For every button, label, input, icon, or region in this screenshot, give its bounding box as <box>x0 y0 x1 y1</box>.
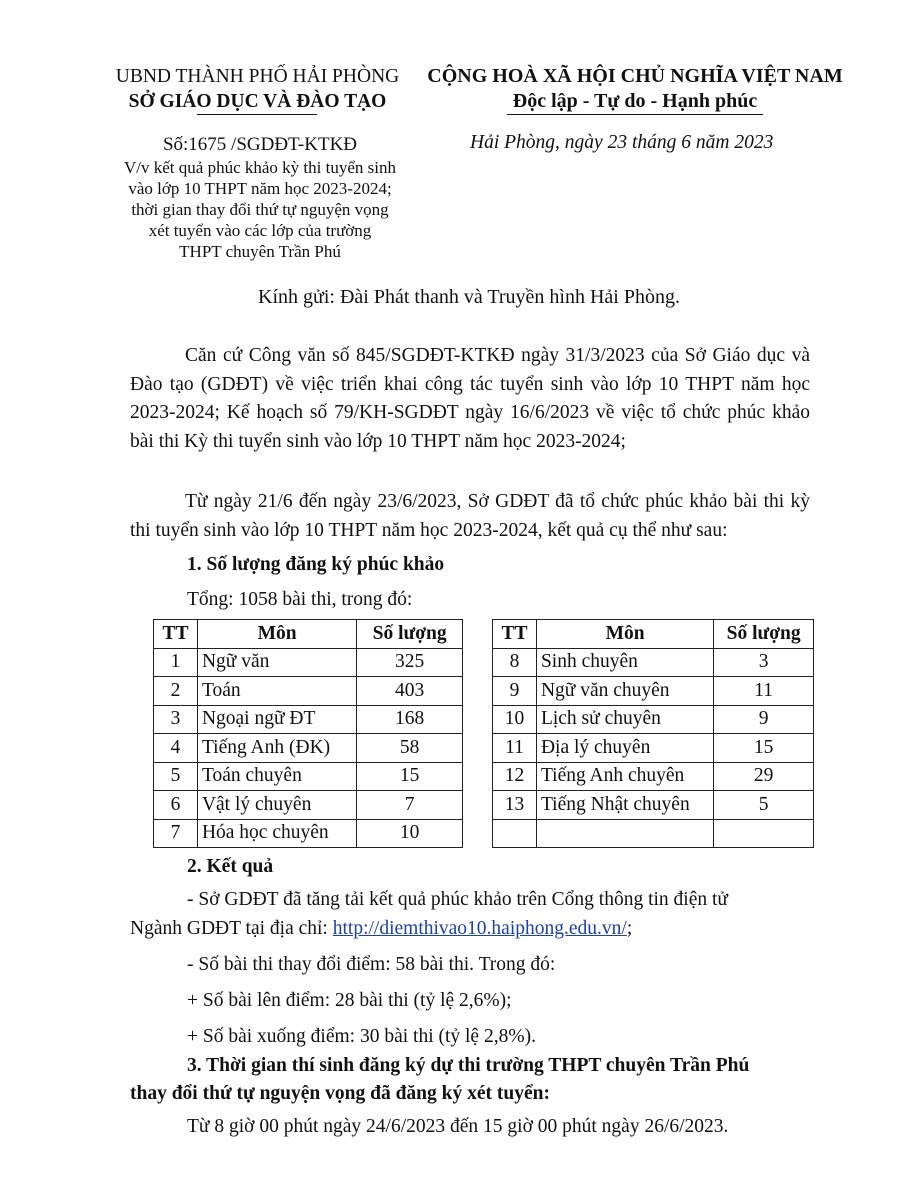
cell-mon: Toán chuyên <box>197 762 356 791</box>
cell-sl: 3 <box>714 648 814 677</box>
subject-line-3: thời gian thay đổi thứ tự nguyện vọng <box>131 200 389 219</box>
paragraph-2-text: Từ ngày 21/6 đến ngày 23/6/2023, Sở GDĐT đã tổ chức phúc khảo bài thi kỳ thi tuyển sinh vào lớp 10 THPT năm học 2023-2024, kết quả cụ thể như sau: <box>130 491 810 541</box>
table-header-row <box>493 620 814 649</box>
subject-line-5: THPT chuyên Trần Phú <box>179 242 341 261</box>
cell-mon: Địa lý chuyên <box>536 734 713 763</box>
cell-sl: 7 <box>357 791 463 820</box>
section-3-heading-line-1: 3. Thời gian thí sinh đăng ký dự thi trường THPT chuyên Trần Phú <box>187 1055 750 1076</box>
cell-tt: 13 <box>493 791 537 820</box>
subjects-table-right <box>492 619 814 848</box>
col-header-mon: Môn <box>197 620 356 649</box>
table-row <box>154 734 463 763</box>
section-3-text: Từ 8 giờ 00 phút ngày 24/6/2023 đến 15 giờ 00 phút ngày 26/6/2023. <box>187 1116 729 1137</box>
cell-sl: 5 <box>714 791 814 820</box>
cell-tt: 2 <box>154 677 198 706</box>
result-line-5: + Số bài xuống điểm: 30 bài thi (tỷ lệ 2,8%). <box>187 1026 536 1047</box>
col-header-so-luong: Số lượng <box>714 620 814 649</box>
org-underline <box>197 114 317 115</box>
cell-mon: Toán <box>197 677 356 706</box>
cell-tt: 4 <box>154 734 198 763</box>
subjects-table-left <box>153 619 463 848</box>
table-row <box>493 734 814 763</box>
subject-line-2: vào lớp 10 THPT năm học 2023-2024; <box>128 179 392 198</box>
cell-mon: Tiếng Anh chuyên <box>536 762 713 791</box>
cell-sl: 325 <box>357 648 463 677</box>
table-row <box>154 819 463 848</box>
table-row <box>154 705 463 734</box>
cell-tt: 9 <box>493 677 537 706</box>
section-1-heading: 1. Số lượng đăng ký phúc khảo <box>187 554 445 575</box>
cell-sl: 9 <box>714 705 814 734</box>
cell-sl: 15 <box>714 734 814 763</box>
issuing-authority <box>95 64 420 114</box>
table-row <box>493 762 814 791</box>
col-header-so-luong: Số lượng <box>357 620 463 649</box>
nation-line-2: Độc lập - Tự do - Hạnh phúc <box>512 90 758 112</box>
subject-line-4: xét tuyển vào các lớp của trường <box>148 221 372 240</box>
results-portal-link[interactable]: http://diemthivao10.haiphong.edu.vn/ <box>332 918 627 939</box>
cell-sl: 11 <box>714 677 814 706</box>
col-header-mon: Môn <box>536 620 713 649</box>
col-header-tt: TT <box>154 620 198 649</box>
table-row <box>493 705 814 734</box>
nation-line-1: CỘNG HOÀ XÃ HỘI CHỦ NGHĨA VIỆT NAM <box>427 65 843 87</box>
result-line-2 <box>130 915 632 943</box>
org-line-1: UBND THÀNH PHỐ HẢI PHÒNG <box>115 66 400 87</box>
result-line-3: - Số bài thi thay đổi điểm: 58 bài thi. Trong đó: <box>187 954 556 975</box>
cell-mon: Ngữ văn chuyên <box>536 677 713 706</box>
table-row <box>493 677 814 706</box>
table-row <box>493 648 814 677</box>
date-line: Hải Phòng, ngày 23 tháng 6 năm 2023 <box>470 132 774 153</box>
section-1-total: Tổng: 1058 bài thi, trong đó: <box>187 589 413 610</box>
cell-sl: 58 <box>357 734 463 763</box>
table-row <box>154 791 463 820</box>
cell-sl: 10 <box>357 819 463 848</box>
result-line-1: - Sở GDĐT đã tăng tải kết quả phúc khảo trên Cổng thông tin điện tử <box>187 889 728 910</box>
cell-sl <box>714 819 814 848</box>
cell-mon: Ngoại ngữ ĐT <box>197 705 356 734</box>
cell-mon: Ngữ văn <box>197 648 356 677</box>
cell-mon: Tiếng Anh (ĐK) <box>197 734 356 763</box>
col-header-tt: TT <box>493 620 537 649</box>
table-row <box>493 791 814 820</box>
cell-mon: Vật lý chuyên <box>197 791 356 820</box>
result-line-2-suffix: ; <box>626 918 633 939</box>
cell-mon: Tiếng Nhật chuyên <box>536 791 713 820</box>
cell-sl: 15 <box>357 762 463 791</box>
subject-line-1: V/v kết quả phúc khảo kỳ thi tuyển sinh <box>124 158 396 177</box>
cell-tt: 1 <box>154 648 198 677</box>
result-line-2-prefix: Ngành GDĐT tại địa chỉ: <box>130 918 333 939</box>
cell-sl: 29 <box>714 762 814 791</box>
paragraph-1-text: Căn cứ Công văn số 845/SGDĐT-KTKĐ ngày 31/3/2023 của Sở Giáo dục và Đào tạo (GDĐT) về việc triển khai công tác tuyển sinh vào lớp 10 THPT năm học 2023-2024; Kế hoạch số 79/KH-SGDĐT ngày 16/6/2023 về việc tổ chức phúc khảo bài thi Kỳ thi tuyển sinh vào lớp 10 THPT năm học 2023-2024; <box>130 345 810 452</box>
document-reference <box>100 132 420 262</box>
org-line-2: SỞ GIÁO DỤC VÀ ĐÀO TẠO <box>128 91 387 112</box>
national-motto <box>425 64 845 114</box>
cell-tt: 11 <box>493 734 537 763</box>
result-line-4: + Số bài lên điểm: 28 bài thi (tỷ lệ 2,6%); <box>187 990 512 1011</box>
section-2-heading: 2. Kết quả <box>187 856 274 877</box>
cell-tt: 6 <box>154 791 198 820</box>
cell-mon: Sinh chuyên <box>536 648 713 677</box>
paragraph-2 <box>130 488 810 545</box>
document-number: Số:1675 /SGDĐT-KTKĐ <box>162 134 358 155</box>
cell-mon <box>536 819 713 848</box>
table-row-empty <box>493 819 814 848</box>
cell-mon: Lịch sử chuyên <box>536 705 713 734</box>
table-row <box>154 648 463 677</box>
cell-tt: 5 <box>154 762 198 791</box>
table-header-row <box>154 620 463 649</box>
cell-tt: 7 <box>154 819 198 848</box>
cell-tt: 10 <box>493 705 537 734</box>
cell-tt: 3 <box>154 705 198 734</box>
cell-sl: 168 <box>357 705 463 734</box>
cell-sl: 403 <box>357 677 463 706</box>
cell-tt <box>493 819 537 848</box>
cell-mon: Hóa học chuyên <box>197 819 356 848</box>
cell-tt: 8 <box>493 648 537 677</box>
cell-tt: 12 <box>493 762 537 791</box>
section-3-heading-line-2: thay đổi thứ tự nguyện vọng đã đăng ký xét tuyển: <box>130 1083 550 1104</box>
recipient: Kính gửi: Đài Phát thanh và Truyền hình Hải Phòng. <box>258 286 680 308</box>
motto-underline <box>507 114 763 115</box>
table-row <box>154 677 463 706</box>
table-row <box>154 762 463 791</box>
paragraph-1 <box>130 342 810 456</box>
